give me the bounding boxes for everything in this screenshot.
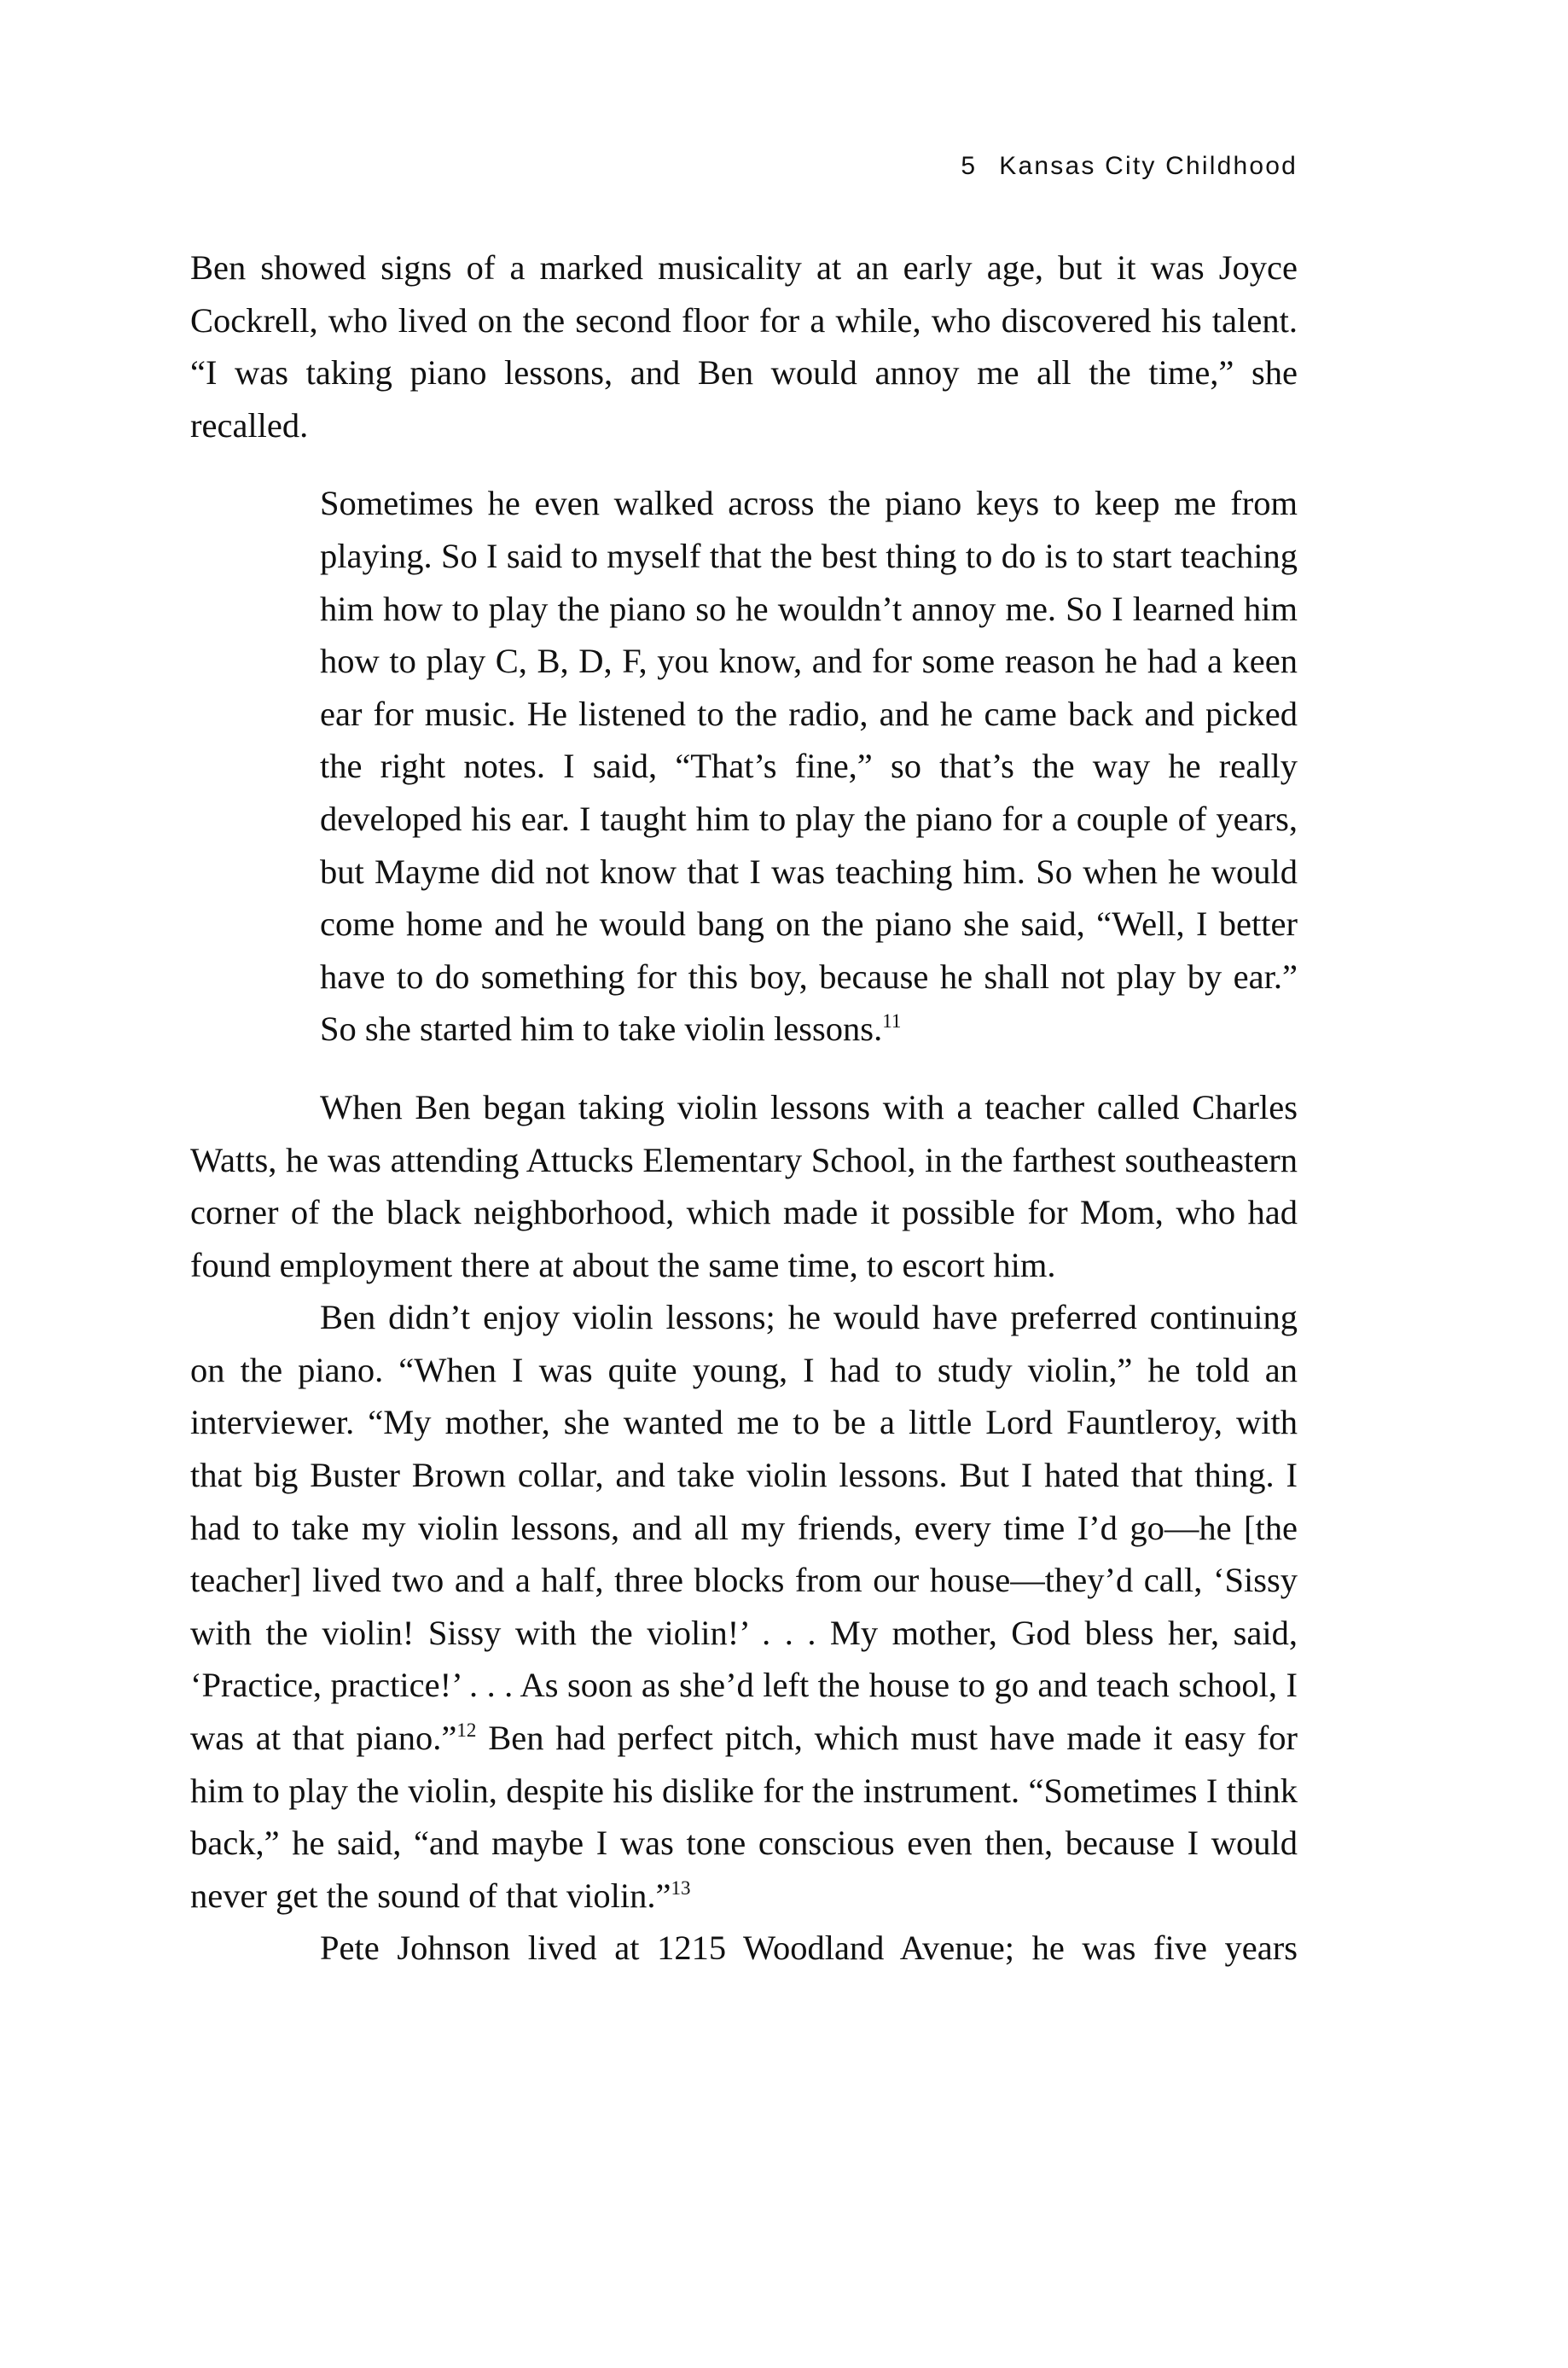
paragraph-2 (190, 1081, 1298, 1291)
paragraph-3 (190, 1291, 1298, 1922)
paragraph-3-text-a: Ben didn’t enjoy violin lessons; he would have preferred continuing on the piano. “When I was quite young, I had to study violin,” he told an interviewer. “My mother, she wanted me to be a little Lord Fauntleroy, with that big Buster Brown collar, and take violin lessons. But I hated that thing. I had to take my violin lessons, and all my friends, every time I’d go—he [the teacher] lived two and a half, three blocks from our house—they’d call, ‘Sissy with the violin! Sissy with the violin!’ . . . My mother, God bless her, said, ‘Practice, practice!’ . . . As soon as she’d left the house to go and teach school, I was at that piano.” (190, 1298, 1298, 1758)
paragraph-2-text: When Ben began taking violin lessons with a teacher called Charles Watts, he was attending Attucks Elementary School, in the farthest southeastern corner of the black neighborhood, which made it possible for Mom, who had found employment there at about the same time, to escort him. (190, 1087, 1298, 1284)
paragraph-4-text: Pete Johnson lived at 1215 Woodland Avenue; he was five years (320, 1929, 1298, 1968)
body-text (190, 241, 1298, 1975)
running-title: Kansas City Childhood (999, 152, 1298, 180)
paragraph-4 (190, 1922, 1298, 1975)
block-quote (320, 477, 1298, 1056)
footnote-ref-11: 11 (882, 1010, 902, 1033)
paragraph-1 (190, 241, 1298, 451)
block-quote-body: Sometimes he even walked across the piano keys to keep me from playing. So I said to myself that the best thing to do is to start teaching him how to play the piano so he wouldn’t annoy me. So I learned him how to play C, B, D, F, you know, and for some reason he had a keen ear for music. He listened to the radio, and he came back and picked the right notes. I said, “That’s fine,” so that’s the way he really developed his ear. I taught him to play the piano for a couple of years, but Mayme did not know that I was teaching him. So when he would come home and he would bang on the piano she said, “Well, I better have to do something for this boy, because he shall not play by ear.” So she started him to take violin lessons. (320, 484, 1298, 1049)
block-quote-text (320, 477, 1298, 1056)
paragraph-3-text-b: Ben had perfect pitch, which must have made it easy for him to play the violin, despite his dislike for the instrument. “Sometimes I think back,” he said, “and maybe I was tone conscious even then, because I would never get the sound of that violin.” (190, 1719, 1298, 1915)
paragraph-1-text: Ben showed signs of a marked musicality at an early age, but it was Joyce Cockrell, who lived on the second floor for a while, who discovered his talent. “I was taking piano lessons, and Ben would annoy me all the time,” she recalled. (190, 248, 1298, 445)
footnote-ref-13: 13 (671, 1876, 691, 1899)
page-number: 5 (961, 152, 978, 180)
running-head (961, 152, 1298, 181)
footnote-ref-12: 12 (456, 1719, 477, 1742)
